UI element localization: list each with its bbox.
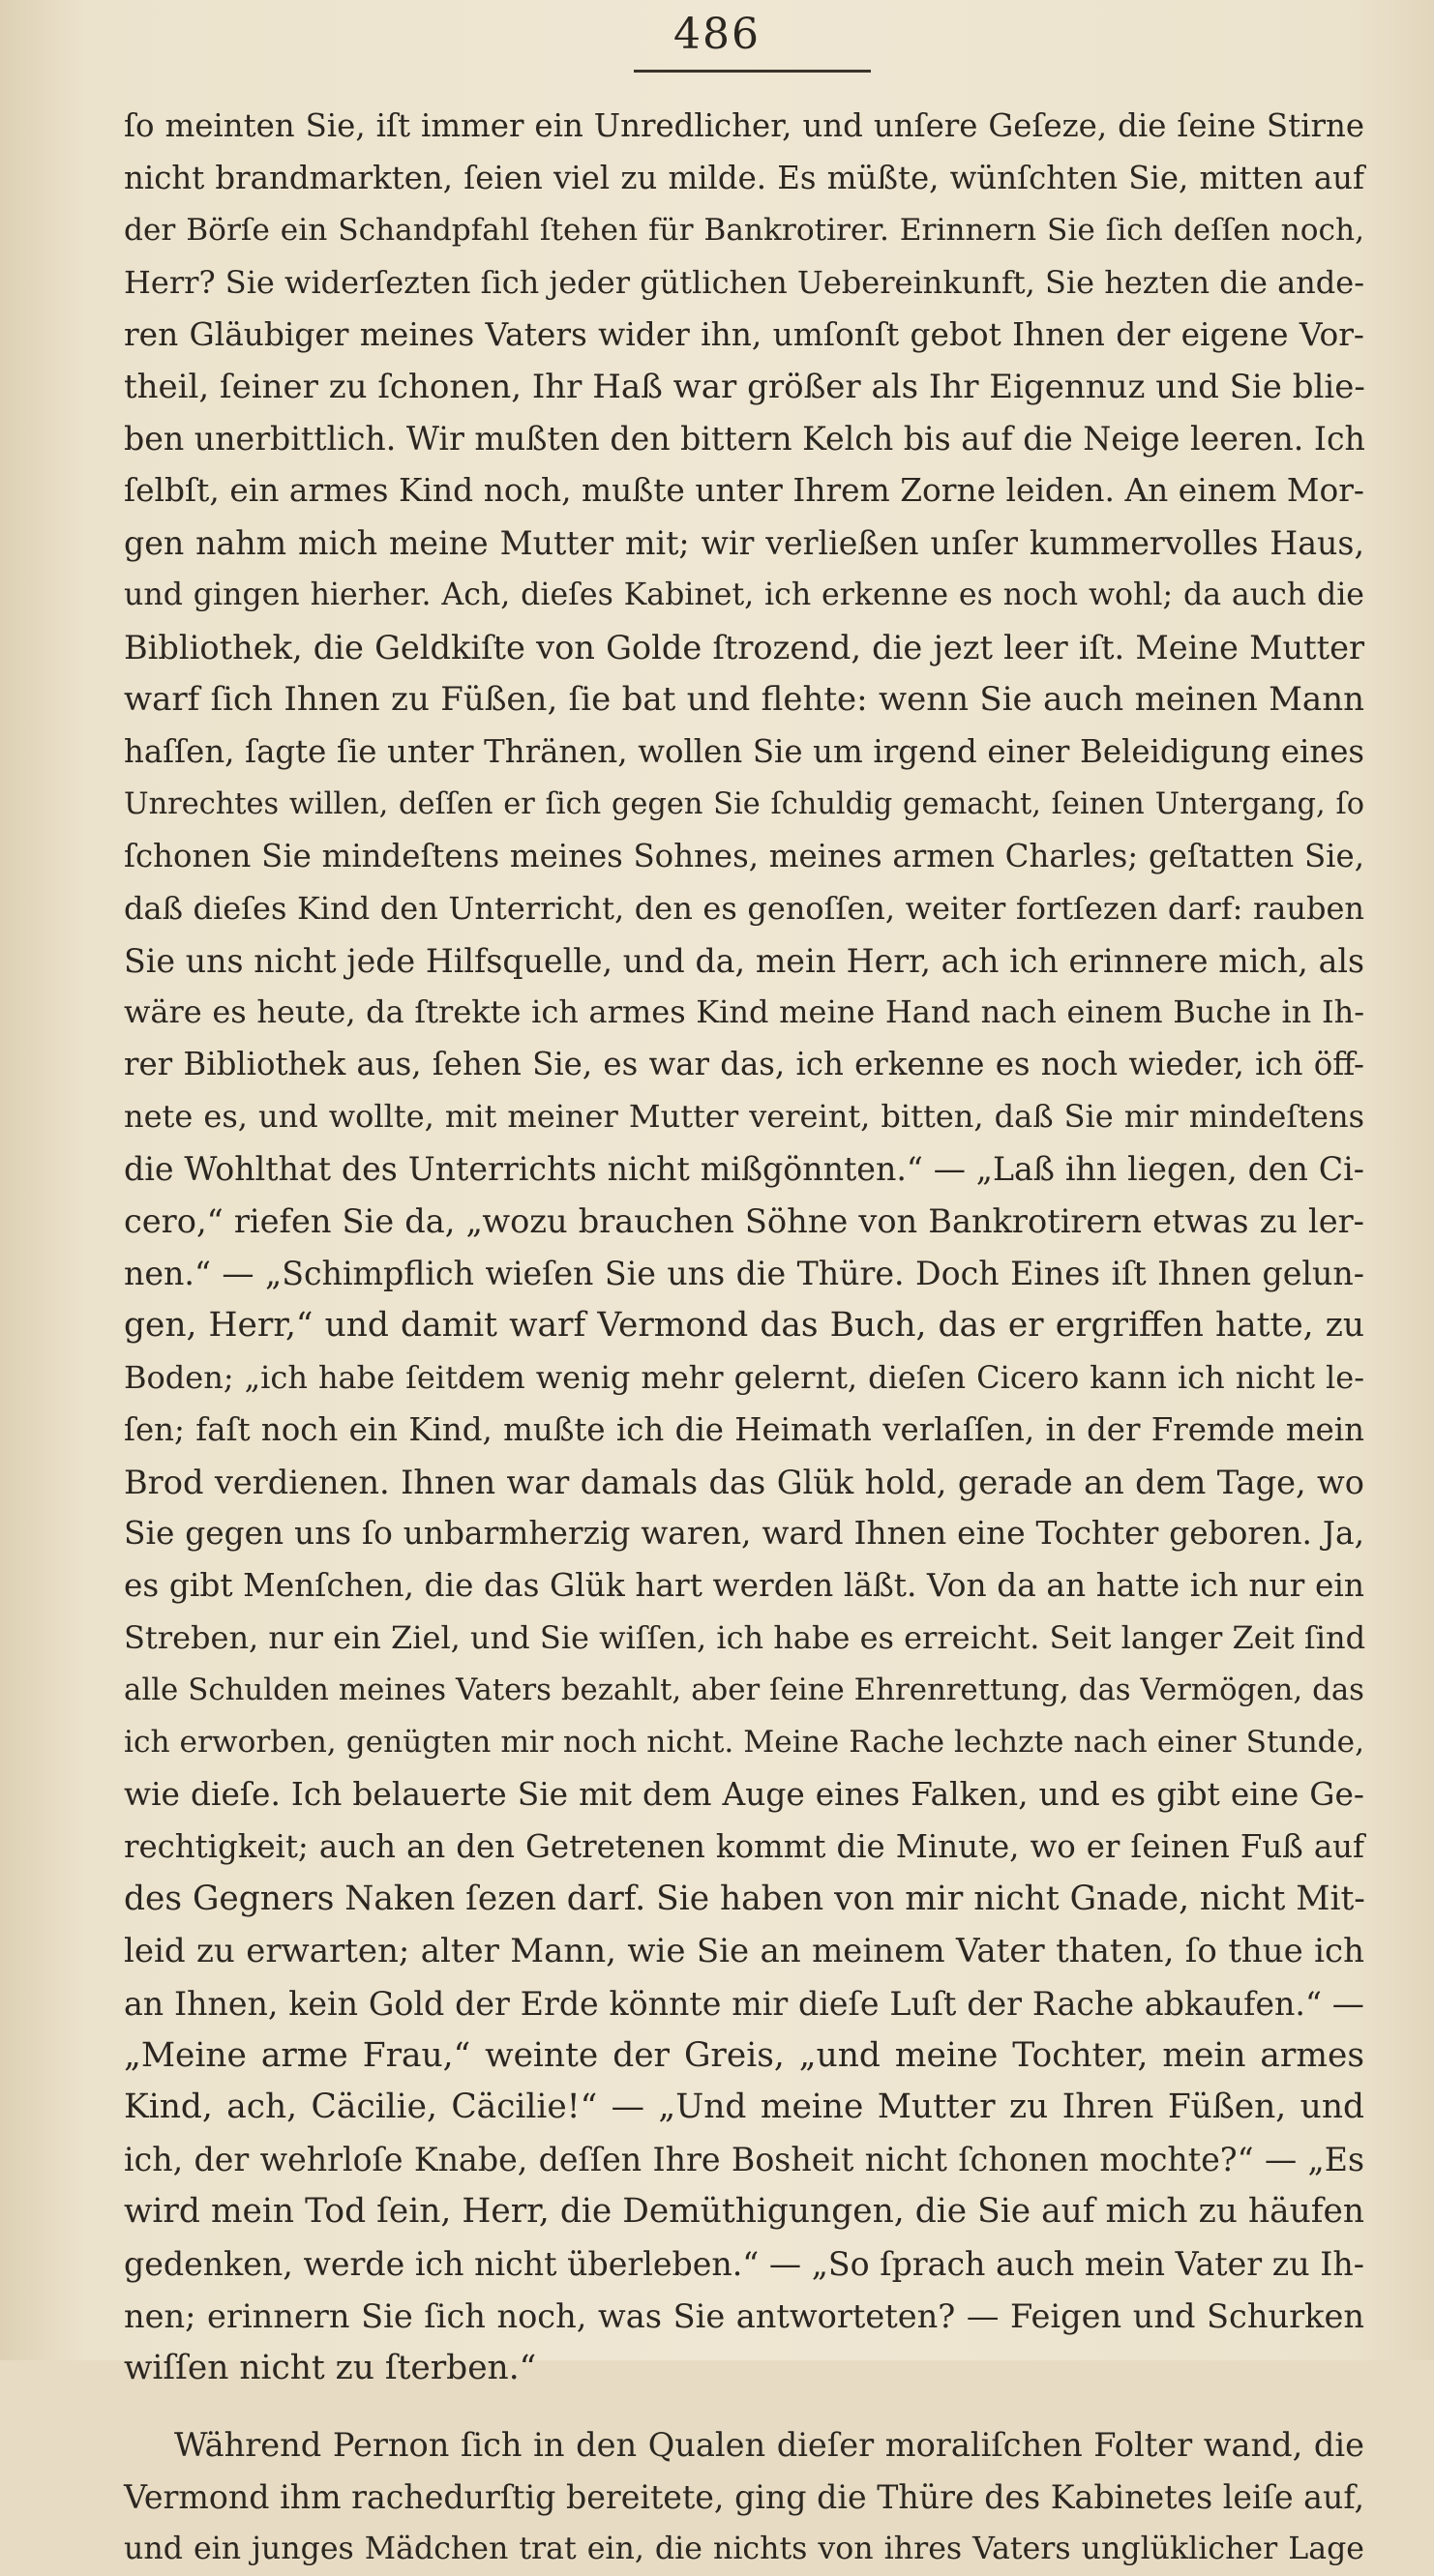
text-line: nen.“ — „Schimpflich wieſen Sie uns die Thüre. Doch Eines iſt Ihnen gelun- xyxy=(124,1254,1364,1292)
text-line: rechtigkeit; auch an den Getretenen kommt die Minute, wo er ſeinen Fuß auf xyxy=(124,1827,1364,1865)
body-text xyxy=(124,101,1364,2576)
text-line: haſſen, ſagte ſie unter Thränen, wollen Sie um irgend einer Beleidigung eines xyxy=(124,732,1364,770)
text-line: Kind, ach, Cäcilie, Cäcilie!“ — „Und meine Mutter zu Ihren Füßen, und xyxy=(124,2087,1364,2127)
text-line: ich, der wehrloſe Knabe, deſſen Ihre Bosheit nicht ſchonen mochte?“ — „Es xyxy=(124,2141,1364,2179)
text-line: Sie gegen uns ſo unbarmherzig waren, ward Ihnen eine Tochter geboren. Ja, xyxy=(124,1515,1364,1553)
text-line: „Meine arme Frau,“ weinte der Greis, „und meine Tochter, mein armes xyxy=(124,2035,1364,2075)
text-line: daß dieſes Kind den Unterricht, den es genoſſen, weiter fortſezen darf: rauben xyxy=(124,889,1364,927)
text-line: Sie uns nicht jede Hilfsquelle, und da, mein Herr, ach ich erinnere mich, als xyxy=(124,941,1364,980)
text-line: warf ſich Ihnen zu Füßen, ſie bat und flehte: wenn Sie auch meinen Mann xyxy=(124,679,1364,719)
page-number: 486 xyxy=(673,10,761,59)
text-line: wäre es heute, da ſtrekte ich armes Kind meine Hand nach einem Buche in Ih- xyxy=(124,993,1364,1031)
text-line: wie dieſe. Ich belauerte Sie mit dem Auge eines Falken, und es gibt eine Ge- xyxy=(124,1776,1364,1813)
text-line: Während Pernon ſich in den Qualen dieſer moraliſchen Folter wand, die xyxy=(174,2425,1364,2464)
text-line: ſelbſt, ein armes Kind noch, mußte unter Ihrem Zorne leiden. An einem Mor- xyxy=(124,472,1364,510)
text-line: alle Schulden meines Vaters bezahlt, aber ſeine Ehrenrettung, das Vermögen, das xyxy=(124,1673,1364,1708)
text-line: des Gegners Naken ſezen darf. Sie haben von mir nicht Gnade, nicht Mit- xyxy=(124,1879,1365,1918)
text-line: ben unerbittlich. Wir mußten den bittern Kelch bis auf die Neige leeren. Ich xyxy=(124,420,1365,459)
text-line: gen nahm mich meine Mutter mit; wir verließen unſer kummervolles Haus, xyxy=(124,524,1364,563)
text-line: rer Bibliothek aus, ſehen Sie, es war das, ich erkenne es noch wieder, ich öff- xyxy=(124,1046,1364,1083)
text-line: es gibt Menſchen, die das Glük hart werden läßt. Von da an hatte ich nur ein xyxy=(124,1567,1364,1605)
text-line: an Ihnen, kein Gold der Erde könnte mir dieſe Luſt der Rache abkaufen.“ — xyxy=(124,1984,1364,2023)
text-line: Unrechtes willen, deſſen er ſich gegen Sie ſchuldig gemacht, ſeinen Untergang, ſo xyxy=(124,786,1364,821)
header-rule xyxy=(634,70,871,73)
text-line: Boden; „ich habe ſeitdem wenig mehr gelernt, dieſen Cicero kann ich nicht le- xyxy=(124,1358,1364,1396)
text-line: ren Gläubiger meines Vaters wider ihn, umſonſt gebot Ihnen der eigene Vor- xyxy=(124,315,1364,353)
text-line: ſen; faſt noch ein Kind, mußte ich die Heimath verlaſſen, in der Fremde mein xyxy=(124,1410,1364,1448)
text-line: nete es, und wollte, mit meiner Mutter vereint, bitten, daß Sie mir mindeſtens xyxy=(124,1098,1364,1136)
text-line: wird mein Tod ſein, Herr, die Demüthigungen, die Sie auf mich zu häufen xyxy=(124,2192,1364,2232)
text-line: und gingen hierher. Ach, dieſes Kabinet, ich erkenne es noch wohl; da auch die xyxy=(124,577,1364,613)
paragraph xyxy=(124,101,1364,2395)
text-line: nicht brandmarkten, ſeien viel zu milde. Es müßte, wünſchten Sie, mitten auf xyxy=(124,159,1364,196)
text-line: Streben, nur ein Ziel, und Sie wiſſen, ich habe es erreicht. Seit langer Zeit ſind xyxy=(124,1619,1366,1657)
text-line: ich erworben, genügten mir noch nicht. Meine Rache lechzte nach einer Stunde, xyxy=(124,1725,1364,1761)
text-line: leid zu erwarten; alter Mann, wie Sie an meinem Vater thaten, ſo thue ich xyxy=(124,1931,1364,1970)
paragraph-gap xyxy=(124,2395,1364,2419)
text-line: der Börſe ein Schandpfahl ſtehen für Bankrotirer. Erinnern Sie ſich deſſen noch, xyxy=(124,212,1364,248)
paragraph xyxy=(124,2419,1364,2576)
text-line: und ein junges Mädchen trat ein, die nichts von ihres Vaters unglüklicher Lage xyxy=(124,2531,1364,2566)
text-line: wiſſen nicht zu ſterben.“ xyxy=(124,2348,537,2387)
text-line: Herr? Sie widerſezten ſich jeder gütlichen Uebereinkunft, Sie hezten die ande- xyxy=(124,263,1364,301)
text-line: Brod verdienen. Ihnen war damals das Glük hold, gerade an dem Tage, wo xyxy=(124,1463,1364,1501)
text-line: Vermond ihm rachedurſtig bereitete, ging die Thüre des Kabinetes leiſe auf, xyxy=(124,2477,1364,2516)
text-line: ſo meinten Sie, iſt immer ein Unredlicher, und unſere Geſeze, die ſeine Stirne xyxy=(124,107,1364,144)
text-line: gen, Herr,“ und damit warf Vermond das Buch, das er ergriffen hatte, zu xyxy=(124,1305,1364,1345)
text-line: nen; erinnern Sie ſich noch, was Sie antworteten? — Feigen und Schurken xyxy=(124,2297,1364,2336)
text-line: Bibliothek, die Geldkiſte von Golde ſtrozend, die jezt leer iſt. Meine Mutter xyxy=(124,629,1364,667)
text-line: theil, ſeiner zu ſchonen, Ihr Haß war größer als Ihr Eigennuz und Sie blie- xyxy=(124,367,1365,406)
text-line: cero,“ riefen Sie da, „wozu brauchen Söhne von Bankrotirern etwas zu ler- xyxy=(124,1202,1364,1241)
text-line: gedenken, werde ich nicht überleben.“ — „So ſprach auch mein Vater zu Ih- xyxy=(124,2245,1364,2284)
text-line: die Wohlthat des Unterrichts nicht mißgönnten.“ — „Laß ihn liegen, den Ci- xyxy=(124,1150,1364,1189)
text-line: ſchonen Sie mindeſtens meines Sohnes, meines armen Charles; geſtatten Sie, xyxy=(124,837,1364,874)
